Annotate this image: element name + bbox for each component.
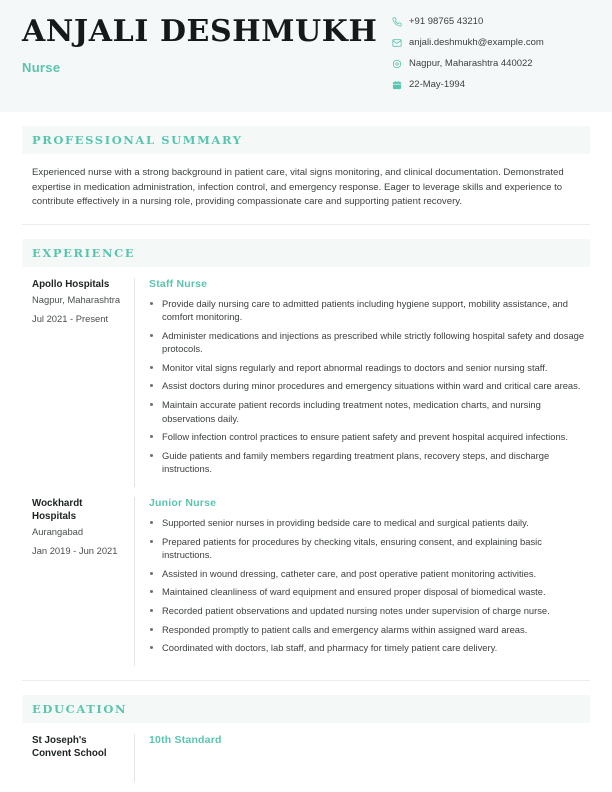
resume-header	[0, 0, 612, 112]
section-title-education: EDUCATION	[32, 701, 128, 716]
education-entries	[0, 723, 612, 782]
entry-meta	[22, 278, 134, 488]
section-header-education	[22, 695, 590, 723]
entry-details	[134, 497, 590, 666]
section-title-summary: PROFESSIONAL SUMMARY	[32, 133, 243, 147]
entry-degree-title: 10th Standard	[149, 733, 222, 746]
entry-location: Nagpur, Maharashtra	[32, 293, 121, 305]
section-title-experience: EXPERIENCE	[32, 245, 136, 260]
entry-details	[134, 278, 590, 488]
list-item: Monitor vital signs regularly and report abnormal readings to doctors and senior nursing staff.	[149, 361, 590, 375]
entry-details	[134, 734, 590, 782]
entry-bullet-list	[149, 516, 590, 655]
entry-job-title: Junior Nurse	[149, 497, 217, 510]
spacer	[0, 112, 612, 126]
page-title: ANJALI DESHMUKH	[22, 14, 378, 49]
contact-location-value: Nagpur, Maharashtra 440022	[409, 58, 533, 69]
list-item: Recorded patient observations and updated nursing notes under supervision of charge nurse.	[149, 604, 590, 618]
entry-organization: St Joseph's Convent School	[32, 734, 107, 759]
list-item: Follow infection control practices to ensure patient safety and prevent hospital acquired infections.	[149, 430, 590, 444]
contact-phone[interactable]	[390, 16, 612, 28]
entry-location: Aurangabad	[32, 526, 84, 538]
header-identity	[0, 0, 390, 75]
calendar-icon	[390, 79, 403, 91]
entry-job-title: Staff Nurse	[149, 277, 208, 290]
list-item: Responded promptly to patient calls and emergency alarms within assigned ward areas.	[149, 623, 590, 637]
section-header-summary	[22, 126, 590, 154]
contact-birthdate-value: 22-May-1994	[409, 79, 465, 90]
contact-phone-value: +91 98765 43210	[409, 16, 484, 27]
list-item: Maintain accurate patient records including treatment notes, medication charts, and nursing observations daily.	[149, 398, 590, 425]
phone-icon	[390, 16, 403, 28]
entry-dates: Jan 2019 - Jun 2021	[32, 545, 118, 557]
contact-email-value: anjali.deshmukh@example.com	[409, 37, 544, 48]
list-item: Supported senior nurses in providing bedside care to medical and surgical patients daily.	[149, 516, 590, 530]
entry-bullet-list	[149, 297, 590, 477]
entry-meta	[22, 734, 134, 782]
contact-list	[390, 0, 612, 100]
entry-organization: Wockhardt Hospitals	[32, 498, 83, 523]
list-item: Prepared patients for procedures by checking vitals, ensuring consent, and explaining basic instructions.	[149, 535, 590, 562]
experience-entries	[0, 267, 612, 666]
summary-body: Experienced nurse with a strong background in patient care, vital signs monitoring, and clinical documentation. Demonstrated expertise in medication administration, infection control, and emergency response. Eager to leverage skills and experience to contribute effectively in a nursing role, providing compassionate care and supporting patient recovery.	[32, 167, 564, 207]
experience-entry	[22, 497, 590, 666]
education-entry	[22, 734, 590, 782]
spacer	[0, 225, 612, 239]
list-item: Maintained cleanliness of ward equipment and ensured proper disposal of biomedical waste.	[149, 585, 590, 599]
list-item: Assisted in wound dressing, catheter care, and post operative patient monitoring activities.	[149, 567, 590, 581]
header-job-title: Nurse	[22, 60, 61, 75]
experience-entry	[22, 278, 590, 488]
list-item: Guide patients and family members regarding treatment plans, recovery steps, and discharge instructions.	[149, 449, 590, 476]
envelope-icon	[390, 37, 403, 49]
entry-dates: Jul 2021 - Present	[32, 312, 109, 324]
entry-organization: Apollo Hospitals	[32, 278, 110, 290]
spacer	[0, 681, 612, 695]
entry-meta	[22, 497, 134, 666]
list-item: Coordinated with doctors, lab staff, and pharmacy for timely patient care delivery.	[149, 641, 590, 655]
contact-birthdate[interactable]	[390, 79, 612, 91]
map-pin-icon	[390, 58, 403, 70]
section-header-experience	[22, 239, 590, 267]
list-item: Provide daily nursing care to admitted patients including hygiene support, mobility assistance, and comfort monitoring.	[149, 297, 590, 324]
list-item: Administer medications and injections as prescribed while strictly following hospital safety and dosage protocols.	[149, 329, 590, 356]
contact-location[interactable]	[390, 58, 612, 70]
list-item: Assist doctors during minor procedures and emergency situations within ward and critical care areas.	[149, 379, 590, 393]
contact-email[interactable]	[390, 37, 612, 49]
